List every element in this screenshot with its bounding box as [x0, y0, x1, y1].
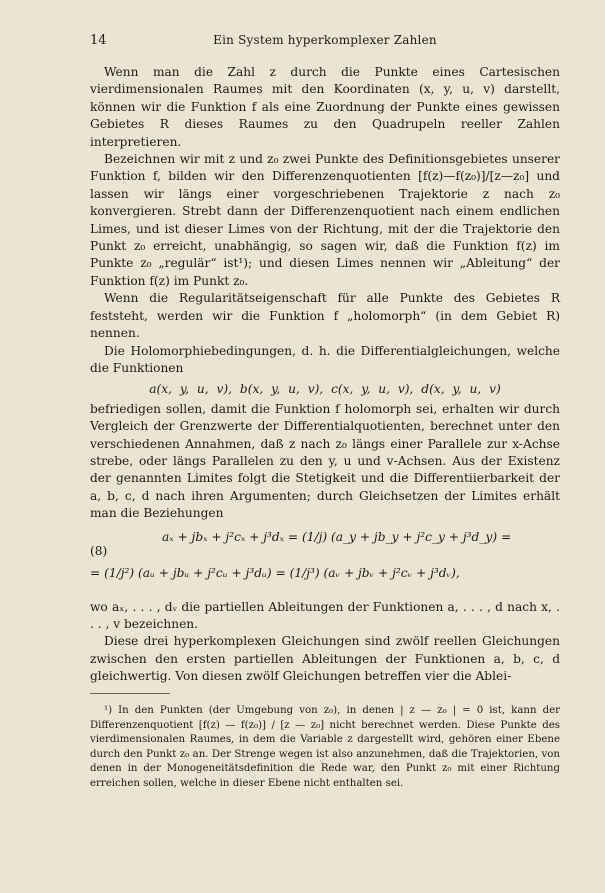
running-title: Ein System hyperkomplexer Zahlen: [213, 33, 437, 47]
footnote-text: ¹) In den Punkten (der Umgebung von z₀), in denen | z — z₀ | = 0 ist, kann der Differenzenquotient [f(z) — f(z₀)] / [z — z₀] nicht berechnet werden. Diese Punkte des vierdimensionalen Raumes, in dem die Variable z dargestellt wird, gehören einer Ebene durch den Punkt z₀ an. Der Strenge wegen ist also anzunehmen, daß die Trajektorien, von denen in der Monogeneitätsdefinition die Rede war, den Punkt z₀ mit einer Richtung erreichen sollen, welche in dieser Ebene nicht enthalten sei.: [90, 705, 560, 789]
page-number: 14: [90, 33, 107, 48]
paragraph-6: wo aₓ, . . . , dᵥ die partiellen Ableitungen der Funktionen a, . . . , d nach x, . . . , v bezeichnen.: [90, 599, 560, 631]
equation-line-1: aₓ + jbₓ + j²cₓ + j³dₓ = (1/j) (a_y + jb_y + j²c_y + j³d_y) =: [162, 529, 512, 544]
footnote-separator: [90, 693, 170, 694]
paragraph-1: Wenn man die Zahl z durch die Punkte eines Cartesischen vierdimensionalen Raumes mit den Koordinaten (x, y, u, v) darstellt, können wir die Funktion f als eine Zuordnung der Punkte eines gewissen Gebietes R dieses Raumes zu den Quadrupeln reeller Zahlen interpretieren.: [90, 65, 560, 149]
equation-number: (8): [90, 543, 108, 558]
paragraph-3: Wenn die Regularitätseigenschaft für alle Punkte des Gebietes R feststeht, werden wir die Funktion f „holomorph“ (in dem Gebiet R) nennen.: [90, 291, 560, 341]
paragraph-2: Bezeichnen wir mit z und z₀ zwei Punkte des Definitionsgebietes unserer Funktion f, bilden wir den Differenzenquotienten [f(z)—f(z₀)]/[z—z₀] und lassen wir längs einer vorgeschriebenen Trajektorie z nach z₀ konvergieren. Strebt dann der Differenzenquotient nach einem endlichen Limes, und ist dieser Limes von der Richtung, mit der die Trajektorie den Punkt z₀ erreicht, unabhängig, so sagen wir, daß die Funktion f(z) im Punkte z₀ „regulär“ ist¹); und diesen Limes nennen wir „Ableitung“ der Funktion f(z) im Punkt z₀.: [90, 152, 560, 288]
main-text: [90, 64, 560, 686]
equation-line-2: = (1/j²) (aᵤ + jbᵤ + j²cᵤ + j³dᵤ) = (1/j³) (aᵥ + jbᵥ + j²cᵥ + j³dᵥ),: [90, 565, 460, 580]
paragraph-5: befriedigen sollen, damit die Funktion f holomorph sei, erhalten wir durch Vergleich der Grenzwerte der Differentialquotienten, berechnet unter den verschiedenen Annahmen, daß z nach z₀ längs einer Parallele zur x-Achse strebe, oder längs Parallelen zu den y, u und v-Achsen. Aus der Existenz der genannten Limites folgt die Stetigkeit und die Differentiierbarkeit der a, b, c, d nach ihren Argumenten; durch Gleichsetzen der Limites erhält man die Beziehungen: [90, 401, 560, 521]
footnote: [90, 704, 560, 792]
equation-8: [90, 529, 560, 595]
page-header: [90, 33, 560, 49]
paragraph-7: Diese drei hyperkomplexen Gleichungen sind zwölf reellen Gleichungen zwischen den ersten partiellen Ableitungen der Funktionen a, b, c, d gleichwertig. Von diesen zwölf Gleichungen betreffen vier die Ablei-: [90, 634, 560, 684]
paragraph-4: Die Holomorphiebedingungen, d. h. die Differentialgleichungen, welche die Funktionen: [90, 343, 560, 375]
function-list: a(x, y, u, v), b(x, y, u, v), c(x, y, u, v), d(x, y, u, v): [149, 382, 501, 397]
